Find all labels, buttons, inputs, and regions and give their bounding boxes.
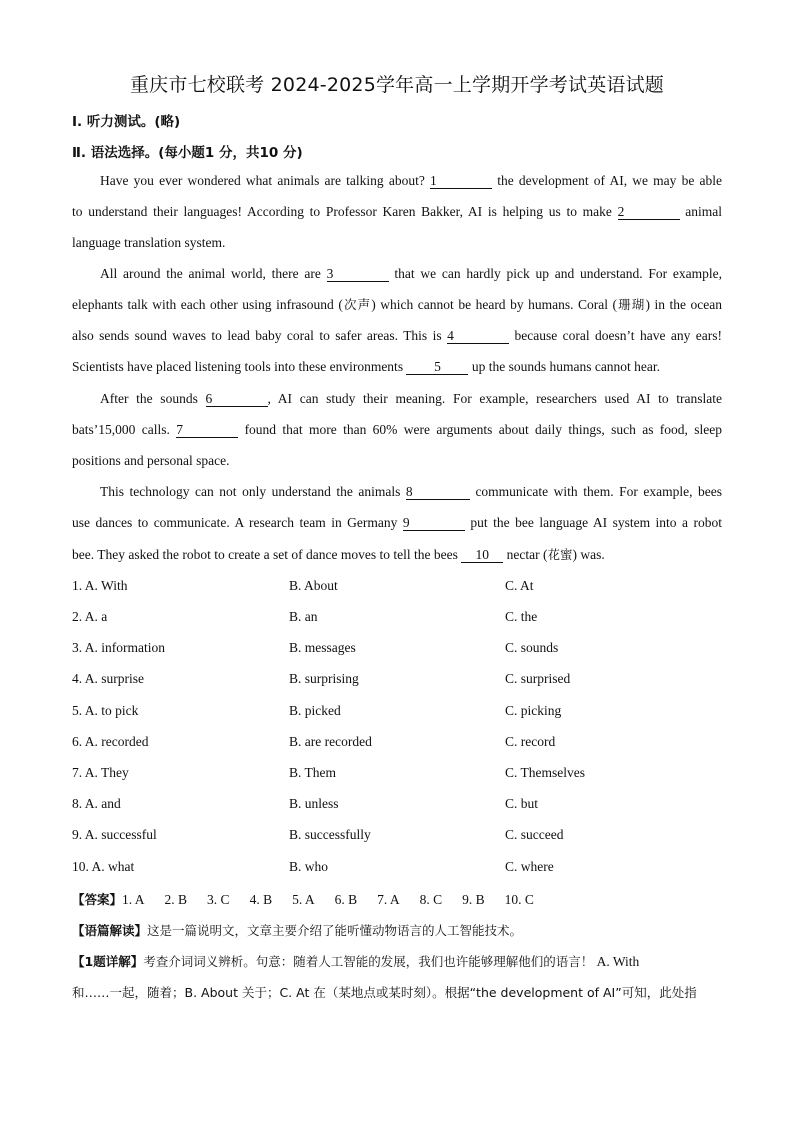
answer-item: 1. A xyxy=(122,892,145,907)
option-9c: C. succeed xyxy=(505,827,564,842)
option-8b: B. unless xyxy=(289,796,339,811)
passage-interpretation xyxy=(72,921,522,939)
passage-line: use dances to communicate. A research team in Germany 9 put the bee language AI system into a robot xyxy=(72,515,723,530)
passage-line: positions and personal space. xyxy=(72,453,230,468)
option-5a: 5. A. to pick xyxy=(72,703,139,718)
answer-item: 2. B xyxy=(164,892,188,907)
answer-item: 3. C xyxy=(207,892,230,907)
blank-9: 9 xyxy=(403,515,465,531)
passage-line: Scientists have placed listening tools into these environments 5 up the sounds humans cannot hear. xyxy=(72,359,661,374)
blank-8: 8 xyxy=(406,484,470,500)
interpretation-text: 这是一篇说明文，文章主要介绍了能听懂动物语言的人工智能技术。 xyxy=(147,923,523,938)
option-4c: C. surprised xyxy=(505,671,571,686)
option-4b: B. surprising xyxy=(289,671,359,686)
question-1-detail-line: 【1题详解】考查介词词义辨析。句意：随着人工智能的发展，我们也许能够理解他们的语言！ A. With xyxy=(72,954,640,969)
answer-item: 10. C xyxy=(504,892,534,907)
passage-line: All around the animal world, there are 3 that we can hardly pick up and understand. For example, xyxy=(100,266,723,281)
blank-3: 3 xyxy=(327,266,389,282)
answer-item: 9. B xyxy=(462,892,485,907)
option-8a: 8. A. and xyxy=(72,796,121,811)
blank-2: 2 xyxy=(618,204,680,220)
passage-line: bats’15,000 calls. 7 found that more than 60% were arguments about daily things, such as food, sleep xyxy=(72,422,723,437)
answer-key xyxy=(72,890,554,908)
option-8c: C. but xyxy=(505,796,539,811)
passage-line: elephants talk with each other using infrasound (次声) which cannot be heard by humans. Coral (珊瑚) in the ocean xyxy=(72,297,722,312)
section-listening-heading: Ⅰ. 听力测试。(略) xyxy=(72,114,181,130)
option-6c: C. record xyxy=(505,734,556,749)
option-3c: C. sounds xyxy=(505,640,559,655)
passage-line: After the sounds 6 , AI can study their meaning. For example, researchers used AI to translate xyxy=(100,391,723,406)
interpretation-label: 【语篇解读】 xyxy=(72,923,148,938)
passage-line: language translation system. xyxy=(72,235,226,250)
blank-7: 7 xyxy=(176,422,238,438)
option-1a: 1. A. With xyxy=(72,578,128,593)
option-1c: C. At xyxy=(505,578,534,593)
option-7a: 7. A. They xyxy=(72,765,129,780)
option-2c: C. the xyxy=(505,609,538,624)
blank-5: 5 xyxy=(406,359,468,375)
option-9a: 9. A. successful xyxy=(72,827,157,842)
section-grammar-heading: Ⅱ. 语法选择。(每小题1 分，共10 分) xyxy=(72,145,303,161)
option-5b: B. picked xyxy=(289,703,341,718)
option-3a: 3. A. information xyxy=(72,640,165,655)
option-2a: 2. A. a xyxy=(72,609,108,624)
option-5c: C. picking xyxy=(505,703,562,718)
answer-label: 【答案】 xyxy=(72,892,123,907)
option-10c: C. where xyxy=(505,859,554,874)
passage-line: to understand their languages! According to Professor Karen Bakker, AI is helping us to make 2 animal xyxy=(72,204,723,219)
answer-item: 6. B xyxy=(334,892,358,907)
option-6b: B. are recorded xyxy=(289,734,372,749)
passage-line: bee. They asked the robot to create a set of dance moves to tell the bees 10 nectar (花蜜) was. xyxy=(72,547,605,562)
detail-label: 【1题详解】 xyxy=(72,954,144,969)
passage-line: Have you ever wondered what animals are talking about? 1 the development of AI, we may be able xyxy=(100,173,723,188)
passage-line: also sends sound waves to lead baby coral to safer areas. This is 4 because coral doesn’t have any ears! xyxy=(72,328,723,343)
option-7c: C. Themselves xyxy=(505,765,585,780)
option-10a: 10. A. what xyxy=(72,859,135,874)
option-2b: B. an xyxy=(289,609,318,624)
blank-10: 10 xyxy=(461,547,503,563)
blank-1: 1 xyxy=(430,173,492,189)
question-1-detail-line: 和……一起，随着；B. About 关于；C. At 在（某地点或某时刻）。根据“the development of AI”可知，此处指 xyxy=(72,985,697,1000)
passage-line: This technology can not only understand the animals 8 communicate with them. For example, bees xyxy=(100,484,722,499)
option-3b: B. messages xyxy=(289,640,356,655)
option-7b: B. Them xyxy=(289,765,336,780)
answer-item: 4. B xyxy=(249,892,273,907)
blank-4: 4 xyxy=(447,328,509,344)
page-title: 重庆市七校联考 2024-2025学年高一上学期开学考试英语试题 xyxy=(129,74,664,96)
option-1b: B. About xyxy=(289,578,338,593)
option-9b: B. successfully xyxy=(289,827,371,842)
option-6a: 6. A. recorded xyxy=(72,734,149,749)
blank-6: 6 xyxy=(206,391,268,407)
option-4a: 4. A. surprise xyxy=(72,671,144,686)
answer-item: 8. C xyxy=(419,892,443,907)
option-10b: B. who xyxy=(289,859,329,874)
answer-item: 7. A xyxy=(377,892,400,907)
answer-item: 5. A xyxy=(292,892,315,907)
